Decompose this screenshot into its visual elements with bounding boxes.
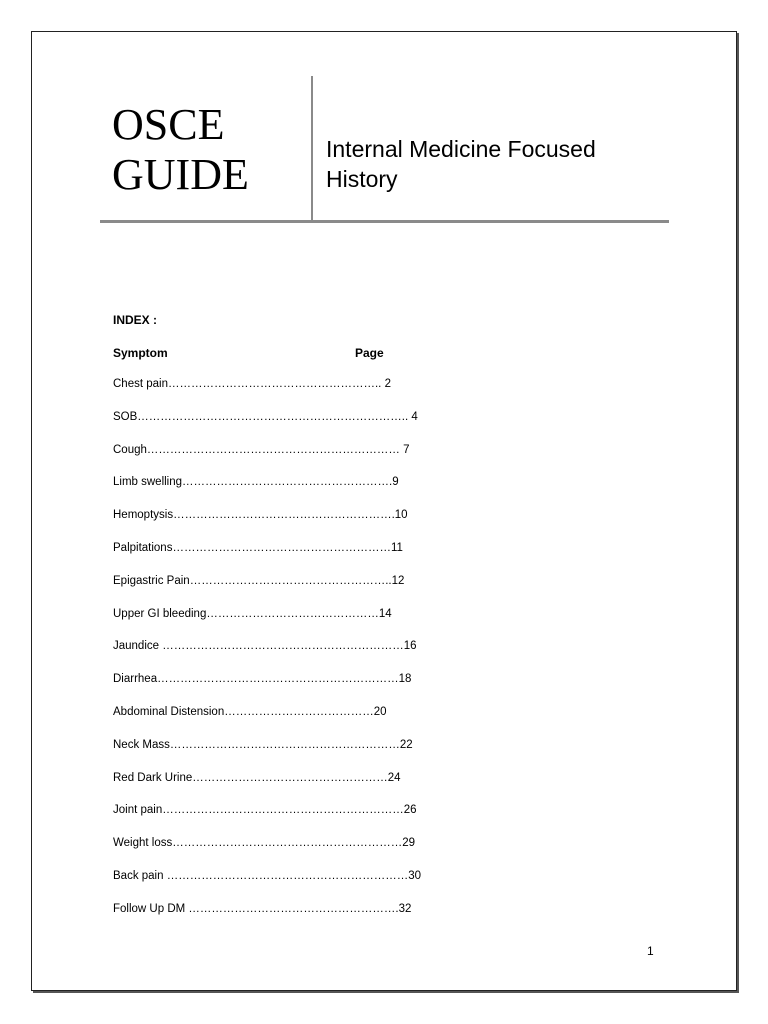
index-entry-joint-pain	[113, 804, 421, 837]
symptom-column-header: Symptom	[113, 346, 168, 360]
index-link[interactable]: Palpitations…………………………………………………11	[113, 541, 403, 554]
index-link[interactable]: Chest pain……………………………………………….. 2	[113, 378, 391, 390]
index-link[interactable]: Joint pain………………………………………………………26	[113, 804, 417, 817]
index-link[interactable]: Epigastric Pain……………………………………………..12	[113, 574, 405, 587]
index-entry-limb-swelling	[113, 476, 421, 509]
index-link[interactable]: Limb swelling……………………………………………….9	[113, 476, 399, 489]
index-entry-cough	[113, 444, 421, 477]
document-subtitle	[326, 134, 596, 194]
index-entry-weight-loss	[113, 837, 421, 870]
index-link[interactable]: Red Dark Urine……………………………………………24	[113, 771, 401, 784]
index-entry-hemoptysis	[113, 509, 421, 542]
title-line-2: GUIDE	[112, 150, 249, 199]
index-entry-jaundice	[113, 640, 421, 673]
index-link[interactable]: SOB…………………………………………………………….. 4	[113, 410, 418, 423]
index-link[interactable]: Jaundice ………………………………………………………16	[113, 640, 417, 653]
index-link[interactable]: Back pain ………………………………………………………30	[113, 869, 421, 882]
index-link[interactable]: Diarrhea………………………………………………………18	[113, 673, 412, 686]
index-entry-chest-pain	[113, 378, 421, 411]
index-link[interactable]: Follow Up DM ……………………………………………….32	[113, 902, 412, 915]
document-title	[112, 100, 249, 200]
index-entry-upper-gi-bleeding	[113, 608, 421, 641]
index-entry-diarrhea	[113, 673, 421, 706]
index-link[interactable]: Hemoptysis………………………………………………….10	[113, 509, 408, 522]
index-column-headers	[113, 346, 385, 360]
index-entry-palpitations	[113, 542, 421, 575]
index-entry-sob	[113, 411, 421, 444]
index-entry-abdominal-distension	[113, 706, 421, 739]
index-entry-follow-up-dm	[113, 903, 421, 936]
index-link[interactable]: Upper GI bleeding………………………………………14	[113, 607, 392, 620]
index-entry-back-pain	[113, 870, 421, 903]
index-link[interactable]: Abdominal Distension…………………………………20	[113, 705, 387, 718]
index-entry-epigastric-pain	[113, 575, 421, 608]
index-heading: INDEX :	[113, 313, 158, 327]
index-link[interactable]: Cough………………………………………………………… 7	[113, 443, 410, 456]
index-entry-neck-mass	[113, 739, 421, 772]
index-entry-red-dark-urine	[113, 772, 421, 805]
index-list	[113, 378, 421, 936]
page-column-header: Page	[355, 346, 384, 360]
subtitle-line-1: Internal Medicine Focused	[326, 136, 596, 162]
title-divider-horizontal	[100, 220, 669, 223]
title-line-1: OSCE	[112, 100, 225, 149]
index-link[interactable]: Weight loss……………………………………………………29	[113, 837, 416, 850]
title-divider-vertical	[311, 76, 313, 221]
index-link[interactable]: Neck Mass……………………………………………………22	[113, 738, 413, 751]
title-block	[100, 76, 669, 223]
page-number: 1	[647, 944, 654, 958]
subtitle-line-2: History	[326, 166, 398, 192]
